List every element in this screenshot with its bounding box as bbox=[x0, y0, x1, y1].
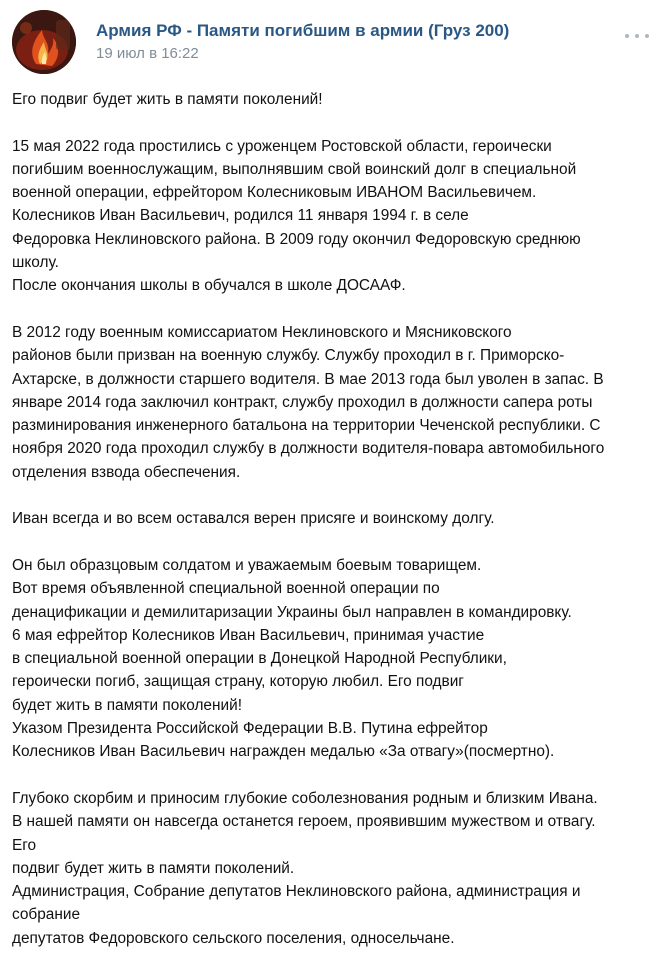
post-text-line: в специальной военной операции в Донецкой Народной Республики, bbox=[12, 650, 507, 668]
post-text-line: военной операции, ефрейтором Колесниковым ИВАНОМ Васильевичем. bbox=[12, 184, 537, 202]
community-avatar[interactable] bbox=[12, 10, 76, 74]
post-text-line: Колесников Иван Васильевич, родился 11 января 1994 г. в селе bbox=[12, 207, 469, 225]
post-text-line: Ахтарске, в должности старшего водителя. В мае 2013 года был уволен в запас. В bbox=[12, 370, 604, 388]
post-text-line: денацификации и демилитаризации Украины был направлен в командировку. bbox=[12, 603, 572, 621]
paragraph-gap bbox=[12, 764, 657, 787]
paragraph-gap bbox=[12, 531, 657, 554]
post-text-line: В нашей памяти он навсегда останется героем, проявившим мужеством и отвагу. bbox=[12, 813, 596, 831]
paragraph-gap bbox=[12, 484, 657, 507]
post-text-line: Вот время объявленной специальной военной операции по bbox=[12, 580, 440, 598]
post-text-line: Колесников Иван Васильевич награжден медалью «За отвагу»(посмертно). bbox=[12, 743, 555, 761]
post-text-line: депутатов Федоровского сельского поселения, односельчане. bbox=[12, 929, 455, 947]
post-date-link[interactable]: 19 июл в 16:22 bbox=[96, 45, 199, 62]
dot bbox=[635, 34, 639, 38]
post-text-line: школу. bbox=[12, 254, 59, 272]
post-text-line: Администрация, Собрание депутатов Неклиновского района, администрация и bbox=[12, 883, 581, 901]
post-text-line: 15 мая 2022 года простились с уроженцем Ростовской области, героически bbox=[12, 137, 552, 155]
dot bbox=[645, 34, 649, 38]
post-text-line: Он был образцовым солдатом и уважаемым боевым товарищем. bbox=[12, 556, 482, 574]
post-text-line: Указом Президента Российской Федерации В.В. Путина ефрейтор bbox=[12, 720, 488, 738]
post-author-link[interactable]: Армия РФ - Памяти погибшим в армии (Груз 200) bbox=[96, 21, 510, 40]
paragraph-gap bbox=[12, 111, 657, 134]
post-text-line: Его подвиг будет жить в памяти поколений! bbox=[12, 91, 323, 108]
post-text-line: разминирования инженерного батальона на территории Чеченской республики. С bbox=[12, 417, 601, 435]
dot bbox=[625, 34, 629, 38]
post-text-line: 6 мая ефрейтор Колесников Иван Васильевич, принимая участие bbox=[12, 626, 485, 644]
post-text bbox=[12, 88, 657, 950]
post-text-line: Федоровка Неклиновского района. В 2009 году окончил Федоровскую среднюю bbox=[12, 230, 581, 248]
post-text-line: январе 2014 года заключил контракт, службу проходил в должности сапера роты bbox=[12, 393, 593, 411]
post-text-line: ноября 2020 года проходил службу в должности водителя-повара автомобильного bbox=[12, 440, 605, 458]
paragraph-gap bbox=[12, 298, 657, 321]
post-text-line: отделения взвода обеспечения. bbox=[12, 463, 241, 481]
ellipsis-icon[interactable] bbox=[625, 28, 649, 44]
post-text-line: Иван всегда и во всем оставался верен присяге и воинскому долгу. bbox=[12, 510, 495, 528]
post-text-line: будет жить в памяти поколений! bbox=[12, 696, 242, 714]
post-header bbox=[12, 10, 653, 74]
post-text-line: После окончания школы в обучался в школе ДОСААФ. bbox=[12, 277, 406, 295]
post-text-line: районов были призван на военную службу. Службу проходил в г. Приморско- bbox=[12, 347, 565, 365]
post-text-line: Его bbox=[12, 836, 37, 854]
memorial-flame-icon bbox=[12, 10, 76, 74]
post-text-line: Глубоко скорбим и приносим глубокие соболезнования родным и близким Ивана. bbox=[12, 789, 598, 807]
post-text-line: собрание bbox=[12, 906, 81, 924]
post-text-line: героически погиб, защищая страну, которую любил. Его подвиг bbox=[12, 673, 464, 691]
post-text-line: подвиг будет жить в памяти поколений. bbox=[12, 859, 295, 877]
post-text-line: погибшим военнослужащим, выполнявшим свой воинский долг в специальной bbox=[12, 160, 577, 178]
post-text-line: В 2012 году военным комиссариатом Неклиновского и Мясниковского bbox=[12, 323, 512, 341]
